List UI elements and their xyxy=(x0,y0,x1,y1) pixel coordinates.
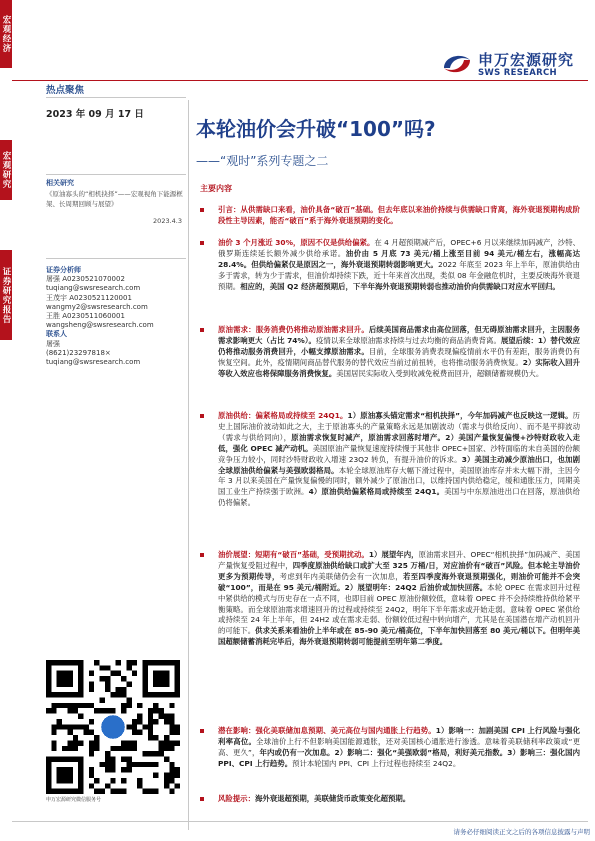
qr-module xyxy=(89,751,94,756)
qr-module xyxy=(100,708,105,713)
qr-module xyxy=(169,740,174,745)
bullet-text-segment: 海外衰退超预期，美联储货币政策变化超预期。 xyxy=(254,794,411,803)
qr-module xyxy=(159,746,164,751)
qr-module xyxy=(121,778,126,783)
qr-module xyxy=(105,665,110,670)
qr-module xyxy=(164,740,169,745)
qr-module xyxy=(148,751,153,756)
bullet-marker xyxy=(200,797,204,801)
qr-module xyxy=(164,735,169,740)
bullet-text-segment: 供求关系来看油价上半年或在 85-90 美元/桶高位，下半年加快回落至 80 美元/桶以下。但明年美国超额储蓄消耗完毕后，海外衰退预期转弱可能提前至明年第二季度。 xyxy=(218,626,580,647)
qr-module xyxy=(121,756,126,761)
bullet-text-segment: 油价展望：短期有“破百”基础，受预期扰动。 xyxy=(218,550,369,559)
qr-module xyxy=(110,756,115,761)
bullet-text-segment: 相应的，美国 Q2 经济超预期后，下半年海外衰退预期转弱也推动油价向供需缺口对应水平回归。 xyxy=(240,281,560,291)
qr-module xyxy=(94,735,99,740)
qr-module xyxy=(159,751,164,756)
qr-module xyxy=(164,773,169,778)
qr-module xyxy=(105,756,110,761)
qr-module xyxy=(153,719,158,724)
bullet-text-segment: 潜在影响：强化美联储加息预期、美元高位与国内通胀上行趋势。 xyxy=(218,726,436,735)
side-strip xyxy=(0,0,12,841)
qr-module xyxy=(73,746,78,751)
main-points-heading: 主要内容 xyxy=(200,184,232,193)
qr-module xyxy=(148,719,153,724)
bullet-marker xyxy=(200,208,204,212)
qr-module xyxy=(89,740,94,745)
qr-module xyxy=(159,708,164,713)
qr-module xyxy=(126,724,131,729)
qr-module xyxy=(148,762,153,767)
qr-module xyxy=(137,783,142,788)
qr-module xyxy=(153,762,158,767)
qr-module xyxy=(100,762,105,767)
analyst-block xyxy=(46,266,186,367)
qr-module xyxy=(126,762,131,767)
qr-module xyxy=(73,735,78,740)
qr-module xyxy=(132,660,137,665)
qr-module xyxy=(126,698,131,703)
qr-module xyxy=(110,746,115,751)
qr-module xyxy=(110,789,115,794)
qr-module xyxy=(51,730,56,735)
bullet-text-segment: 本轮 OPEC 在需求回升过程中紧供给的模式与历史存在一点不同，也即目前 OPEC 原油份额较低，意味着 OPEC 并不会持续维持供给紧平衡策略。而全球原油需求增速回升的过程或持续至 24Q2，明年下半年需求或开始走弱。意味着 OPEC 紧供给或持续至 24 年上半年，但 24H2 或在需求走弱、份额较低过程中转向增产，尤其是在美国潜在增产动机回升的可能下。 xyxy=(218,582,581,636)
contact-line: 屠强 xyxy=(46,339,60,348)
qr-module xyxy=(153,708,158,713)
qr-module xyxy=(105,708,110,713)
header-rule xyxy=(12,80,588,81)
qr-module xyxy=(169,724,174,729)
qr-module xyxy=(84,703,89,708)
bullet-text-segment: 风险提示： xyxy=(218,794,255,803)
qr-module xyxy=(164,746,169,751)
qr-module xyxy=(116,687,121,692)
qr-module xyxy=(105,676,110,681)
qr-module xyxy=(148,714,153,719)
qr-module xyxy=(169,746,174,751)
qr-module xyxy=(116,671,121,676)
qr-module xyxy=(132,724,137,729)
qr-module xyxy=(116,692,121,697)
bullet-text xyxy=(218,550,580,648)
qr-module xyxy=(132,719,137,724)
qr-module xyxy=(57,703,62,708)
qr-module xyxy=(51,703,56,708)
footer-rule xyxy=(12,821,588,822)
bullet-text-segment: 预计本轮国内 PPI、CPI 上行过程也持续至 24Q2。 xyxy=(292,758,461,768)
bullet-text-segment: 展望后续：1）替代效应仍将推动服务消费回升，小幅支撑原油需求。 xyxy=(218,335,580,356)
qr-module xyxy=(57,767,73,783)
qr-module xyxy=(94,778,99,783)
qr-module xyxy=(137,714,142,719)
bullet-text-segment: 引言：从供需缺口来看，油价具备“破百”基础。但去年底以来油价持续与供需缺口背离，海外衰退预期构成阶段性主导因素，能否“破百”系于海外衰退预期的变化。 xyxy=(218,205,580,225)
bullet-text-segment: 美国居民实际收入受到收减免税费而回升，超额储蓄规模仍大。 xyxy=(336,368,544,378)
qr-module xyxy=(121,708,126,713)
analyst-heading: 证券分析师 xyxy=(46,266,81,274)
bullet-text-segment: 4）原油供给偏紧格局或持续至 24Q1。 xyxy=(308,487,445,497)
analyst-email[interactable]: wangmy2@swsresearch.com xyxy=(46,302,148,311)
qr-module xyxy=(175,724,180,729)
qr-module xyxy=(100,665,105,670)
page-title: 本轮油价会升破“100”吗? xyxy=(196,117,436,141)
bullet-marker xyxy=(200,729,204,733)
qr-module xyxy=(126,746,131,751)
left-divider xyxy=(46,258,186,259)
contact-email[interactable]: tuqiang@swsresearch.com xyxy=(46,358,141,367)
qr-module xyxy=(67,708,72,713)
sws-logo xyxy=(440,48,590,80)
logo-text-en: SWS RESEARCH xyxy=(478,68,557,78)
bullet-marker xyxy=(200,328,204,332)
bullet-text-segment: 1）展望年内， xyxy=(368,550,419,559)
qr-module xyxy=(105,767,110,772)
qr-module xyxy=(137,703,142,708)
qr-module xyxy=(159,740,164,745)
bullet-impact xyxy=(200,726,580,770)
side-tab-macro-research: 宏观研究 xyxy=(0,140,12,200)
qr-module xyxy=(142,789,147,794)
qr-module xyxy=(100,676,105,681)
qr-module xyxy=(110,778,115,783)
qr-module xyxy=(164,756,169,761)
analyst-line: 王胜 A0230511060001 xyxy=(46,312,125,321)
qr-module xyxy=(94,740,99,745)
qr-module xyxy=(148,735,153,740)
qr-module xyxy=(175,773,180,778)
qr-module xyxy=(51,724,56,729)
qr-module xyxy=(67,740,72,745)
qr-module xyxy=(100,789,105,794)
qr-module xyxy=(121,676,126,681)
qr-module xyxy=(132,746,137,751)
related-research-date: 2023.4.3 xyxy=(153,217,182,225)
qr-module xyxy=(164,719,169,724)
bullet-text xyxy=(218,726,580,770)
qr-module xyxy=(105,681,110,686)
bullet-text xyxy=(218,205,580,227)
qr-module xyxy=(89,671,94,676)
bullet-text-segment: 美国与中东原油进出口在回落，原油供给仍将偏紧。 xyxy=(218,487,580,508)
qr-module xyxy=(137,778,142,783)
bullet-text xyxy=(218,411,580,509)
qr-module xyxy=(105,762,110,767)
qr-module xyxy=(126,665,131,670)
bullet-marker xyxy=(200,241,204,245)
qr-module xyxy=(175,730,180,735)
bullet-text-segment: 美国原油产量恢复速度持续慢于其他非 OPEC+国家、沙特面临的未自美国的份额竞争压力较小，同时沙特财政收入增速 23Q2 转负，有提升油价的诉求。 xyxy=(218,443,580,464)
bullet-text-segment: 1）影响一：加剧美国 CPI 上行风险与强化利率高位。 xyxy=(218,726,580,746)
qr-module xyxy=(142,751,147,756)
related-research-item[interactable]: 《原油寡头的“相机抉择”——宏观视角下能源框架、长周期回顾与展望》 xyxy=(46,190,183,208)
qr-module xyxy=(175,783,180,788)
bullet-price-rise xyxy=(200,238,580,293)
qr-module xyxy=(89,773,94,778)
bullet-outlook xyxy=(200,550,580,648)
analyst-email[interactable]: wangsheng@swsresearch.com xyxy=(46,321,154,330)
bullet-text-segment: 油价由 5 月底 73 美元/桶上涨至目前 94 美元/桶左右，涨幅高达 28.4%。但供给偏紧仅是原因之一，海外衰退预期转弱影响更大。 xyxy=(218,248,580,269)
qr-module xyxy=(137,762,142,767)
qr-module xyxy=(153,751,158,756)
bullet-text-segment: 原油供给：偏紧格局或持续至 24Q1。 xyxy=(218,411,348,420)
qr-module xyxy=(142,762,147,767)
bullet-text-segment: 年内或仍有一次加息。2）影响二：强化“美强欧弱”格局，利好美元指数。3）影响三：强化国内 PPI、CPI 上行趋势。 xyxy=(218,747,580,768)
qr-module xyxy=(175,767,180,772)
qr-module xyxy=(148,789,153,794)
disclaimer-footer: 请务必仔细阅读正文之后的各项信息披露与声明 xyxy=(453,828,590,836)
qr-module xyxy=(94,708,99,713)
qr-module xyxy=(89,746,94,751)
qr-module xyxy=(116,660,121,665)
bullet-text-segment: 在 4 月超预期减产后，OPEC+6 月以来继续加码减产，沙特、俄罗斯连续延长额外减少供给承诺。 xyxy=(218,238,580,258)
qr-module xyxy=(164,783,169,788)
qr-module xyxy=(126,681,131,686)
page-subtitle: ——“观时”系列专题之二 xyxy=(196,154,329,168)
qr-module xyxy=(126,740,131,745)
bullet-risk xyxy=(200,794,580,805)
sws-logo-icon xyxy=(440,48,474,80)
qr-module xyxy=(169,730,174,735)
bullet-demand xyxy=(200,325,580,380)
bullet-text-segment: 若至四季度海外衰退预期强化，则油价可能并不会突破“100”，而是在 95 美元/桶附近。2）展望明年：24Q2 后油价或加快回落。 xyxy=(218,571,580,592)
qr-module xyxy=(89,687,94,692)
bullet-intro xyxy=(200,205,580,227)
qr-module xyxy=(164,714,169,719)
qr-module xyxy=(153,773,158,778)
qr-module xyxy=(51,746,56,751)
qr-center-logo xyxy=(101,715,125,739)
bullet-text-segment: 3）美国主动减少原油出口，也加剧全球原油供给偏紧与美强欧弱格局。 xyxy=(218,454,580,475)
qr-module xyxy=(126,756,131,761)
section-label: 热点聚焦 xyxy=(46,85,85,96)
qr-module xyxy=(121,703,126,708)
qr-module xyxy=(94,660,99,665)
qr-module xyxy=(148,708,153,713)
qr-module xyxy=(78,714,83,719)
qr-module xyxy=(78,740,83,745)
qr-module xyxy=(57,671,73,687)
bullet-text-segment: 目前，全球服务消费表现偏疫情前水平仍有差距，服务消费仍有恢复空间。此外，疫情期间商品替代服务的替代效应当前过前扭转，也将推动服务消费恢复。 xyxy=(218,346,580,367)
qr-module xyxy=(142,724,147,729)
qr-module xyxy=(169,789,174,794)
qr-module xyxy=(57,724,62,729)
bullet-text-segment: 原油需求：服务消费仍将推动原油需求回升。 xyxy=(218,325,369,334)
qr-module xyxy=(67,703,72,708)
qr-module xyxy=(126,660,131,665)
qr-module xyxy=(153,735,158,740)
qr-module xyxy=(169,778,174,783)
analyst-line: 屠强 A0230521070002 xyxy=(46,275,125,284)
bullet-text-segment: 疫情以来全球原油需求持续与过去均衡的商品消费背离。 xyxy=(315,335,501,345)
bullet-marker xyxy=(200,553,204,557)
bullet-text-segment: 全球油价上行不但影响美国能源通胀，还对美国核心通胀进行渗透。意味着美联储利率政策或“更高、更久”， xyxy=(218,736,580,757)
related-research-heading: 相关研究 xyxy=(46,179,74,187)
qr-module xyxy=(153,671,169,687)
qr-module xyxy=(89,719,94,724)
qr-module xyxy=(46,708,51,713)
bullet-text-segment: 2）实际收入回升等收入效应也将保障服务消费恢复。 xyxy=(218,357,580,378)
qr-module xyxy=(169,703,174,708)
qr-module xyxy=(78,703,83,708)
qr-module xyxy=(94,789,99,794)
bullet-text-segment: 考虑到年内美联储仍会有一次加息， xyxy=(279,571,403,581)
qr-module xyxy=(121,740,126,745)
qr-module xyxy=(73,703,78,708)
bullet-text xyxy=(218,325,580,380)
qr-module xyxy=(110,692,115,697)
qr-module xyxy=(110,767,115,772)
qr-module xyxy=(169,762,174,767)
qr-module xyxy=(67,730,72,735)
qr-module xyxy=(116,746,121,751)
qr-caption: 申万宏源研究微信服务号 xyxy=(46,797,102,803)
analyst-email[interactable]: tuqiang@swsresearch.com xyxy=(46,284,141,293)
left-divider xyxy=(46,174,186,175)
qr-module xyxy=(73,708,78,713)
bullet-supply xyxy=(200,411,580,509)
qr-module xyxy=(89,767,94,772)
qr-module xyxy=(84,730,89,735)
bullet-text-segment: 历史上国际油价波动如此之大，主于原油寡头的产量策略永远是加剧波动（需求与供给反向）、而不是平抑波动（需求与供给同向）， xyxy=(218,411,580,442)
left-divider xyxy=(46,97,186,98)
qr-module xyxy=(126,703,131,708)
qr-module xyxy=(153,703,158,708)
qr-module xyxy=(137,730,142,735)
bullet-text-segment: 后续美国商品需求由高位回落，但无碍原油需求回升，主因服务需求影响更大（占比 74%）。 xyxy=(218,325,580,345)
bullet-marker xyxy=(200,414,204,418)
qr-module xyxy=(62,703,67,708)
bullet-text-segment: 四季度原油供给缺口或扩大至 325 万桶/日，对应油价有“破百”风险。但本轮主导油价更多为预期传导， xyxy=(218,560,580,581)
bullet-text-segment: 原油需求恢复时减产，原油需求回落时增产。2）美国产量恢复偏慢+沙特财政收入走低，强化 OPEC 减产动机。 xyxy=(218,432,580,453)
qr-module xyxy=(89,681,94,686)
side-tab-macro-economy: 宏观经济 xyxy=(0,0,12,68)
qr-module xyxy=(51,740,56,745)
report-date: 2023 年 09 月 17 日 xyxy=(46,109,144,120)
bullet-text xyxy=(218,794,580,805)
bullet-text-segment: 油价 3 个月涨近 30%，原因不仅是供给偏紧。 xyxy=(218,238,375,247)
contact-heading: 联系人 xyxy=(46,330,67,339)
qr-module xyxy=(105,783,110,788)
qr-module xyxy=(169,719,174,724)
qr-module xyxy=(153,789,158,794)
bullet-text-segment: 2022 年底至 2023 年上半年，原油供给由多于需求，转为少于需求，但油价却持续下跌，近十年来首次出现，类似 08 年金融危机时，主要反映海外衰退预期。 xyxy=(218,259,580,291)
qr-module xyxy=(73,724,78,729)
qr-module xyxy=(62,724,67,729)
qr-module xyxy=(110,708,115,713)
qr-module xyxy=(67,746,72,751)
qr-module xyxy=(137,719,142,724)
qr-module xyxy=(84,724,89,729)
qr-module xyxy=(51,708,56,713)
qr-module xyxy=(132,730,137,735)
qr-module xyxy=(110,671,115,676)
qr-module xyxy=(89,730,94,735)
qr-module xyxy=(121,767,126,772)
contact-line: (8621)23297818× xyxy=(46,348,111,357)
qr-module xyxy=(110,762,115,767)
qr-module xyxy=(121,687,126,692)
qr-module xyxy=(121,692,126,697)
qr-module xyxy=(126,767,131,772)
qr-module xyxy=(67,724,72,729)
qr-module xyxy=(159,714,164,719)
bullet-text xyxy=(218,238,580,293)
qr-module xyxy=(57,719,62,724)
bullet-text-segment: 原油需求回升、OPEC“相机抉择”加码减产、美国产量恢复受阻过程中， xyxy=(218,550,581,570)
qr-module xyxy=(105,687,110,692)
qr-module xyxy=(148,724,153,729)
qr-module xyxy=(132,740,137,745)
qr-module xyxy=(169,773,174,778)
qr-module xyxy=(169,767,174,772)
qr-module xyxy=(148,730,153,735)
analyst-line: 王茂宇 A0230521120001 xyxy=(46,293,132,302)
qr-module xyxy=(116,789,121,794)
qr-module xyxy=(89,703,94,708)
qr-module xyxy=(78,724,83,729)
qr-module xyxy=(100,698,105,703)
qr-module xyxy=(62,746,67,751)
logo-text-cn: 申万宏源研究 xyxy=(478,51,575,69)
bullet-text-segment: 本轮全球原油库存大幅下滑过程中，美国原油库存并未大幅下滑，主因今年 3 月以来美国在产量恢复偏慢的同时，额外减少了原油出口，以维持国内供给稳定，缓和通胀压力，同期美国工业生产持续强于欧洲。 xyxy=(218,465,580,497)
qr-module xyxy=(94,746,99,751)
column-divider xyxy=(188,100,189,830)
bullet-text-segment: 1）原油寡头锚定需求“相机抉择”，今年加码减产也反映这一逻辑。 xyxy=(347,411,573,420)
qr-module xyxy=(89,783,94,788)
qr-code-image xyxy=(46,660,180,794)
side-tab-securities-report: 证券研究报告 xyxy=(0,250,12,340)
qr-module xyxy=(169,714,174,719)
qr-module xyxy=(175,740,180,745)
qr-module xyxy=(121,789,126,794)
qr-module xyxy=(132,671,137,676)
qr-module xyxy=(132,762,137,767)
qr-module xyxy=(164,778,169,783)
qr-module xyxy=(121,746,126,751)
qr-module xyxy=(73,740,78,745)
qr-module xyxy=(105,751,110,756)
